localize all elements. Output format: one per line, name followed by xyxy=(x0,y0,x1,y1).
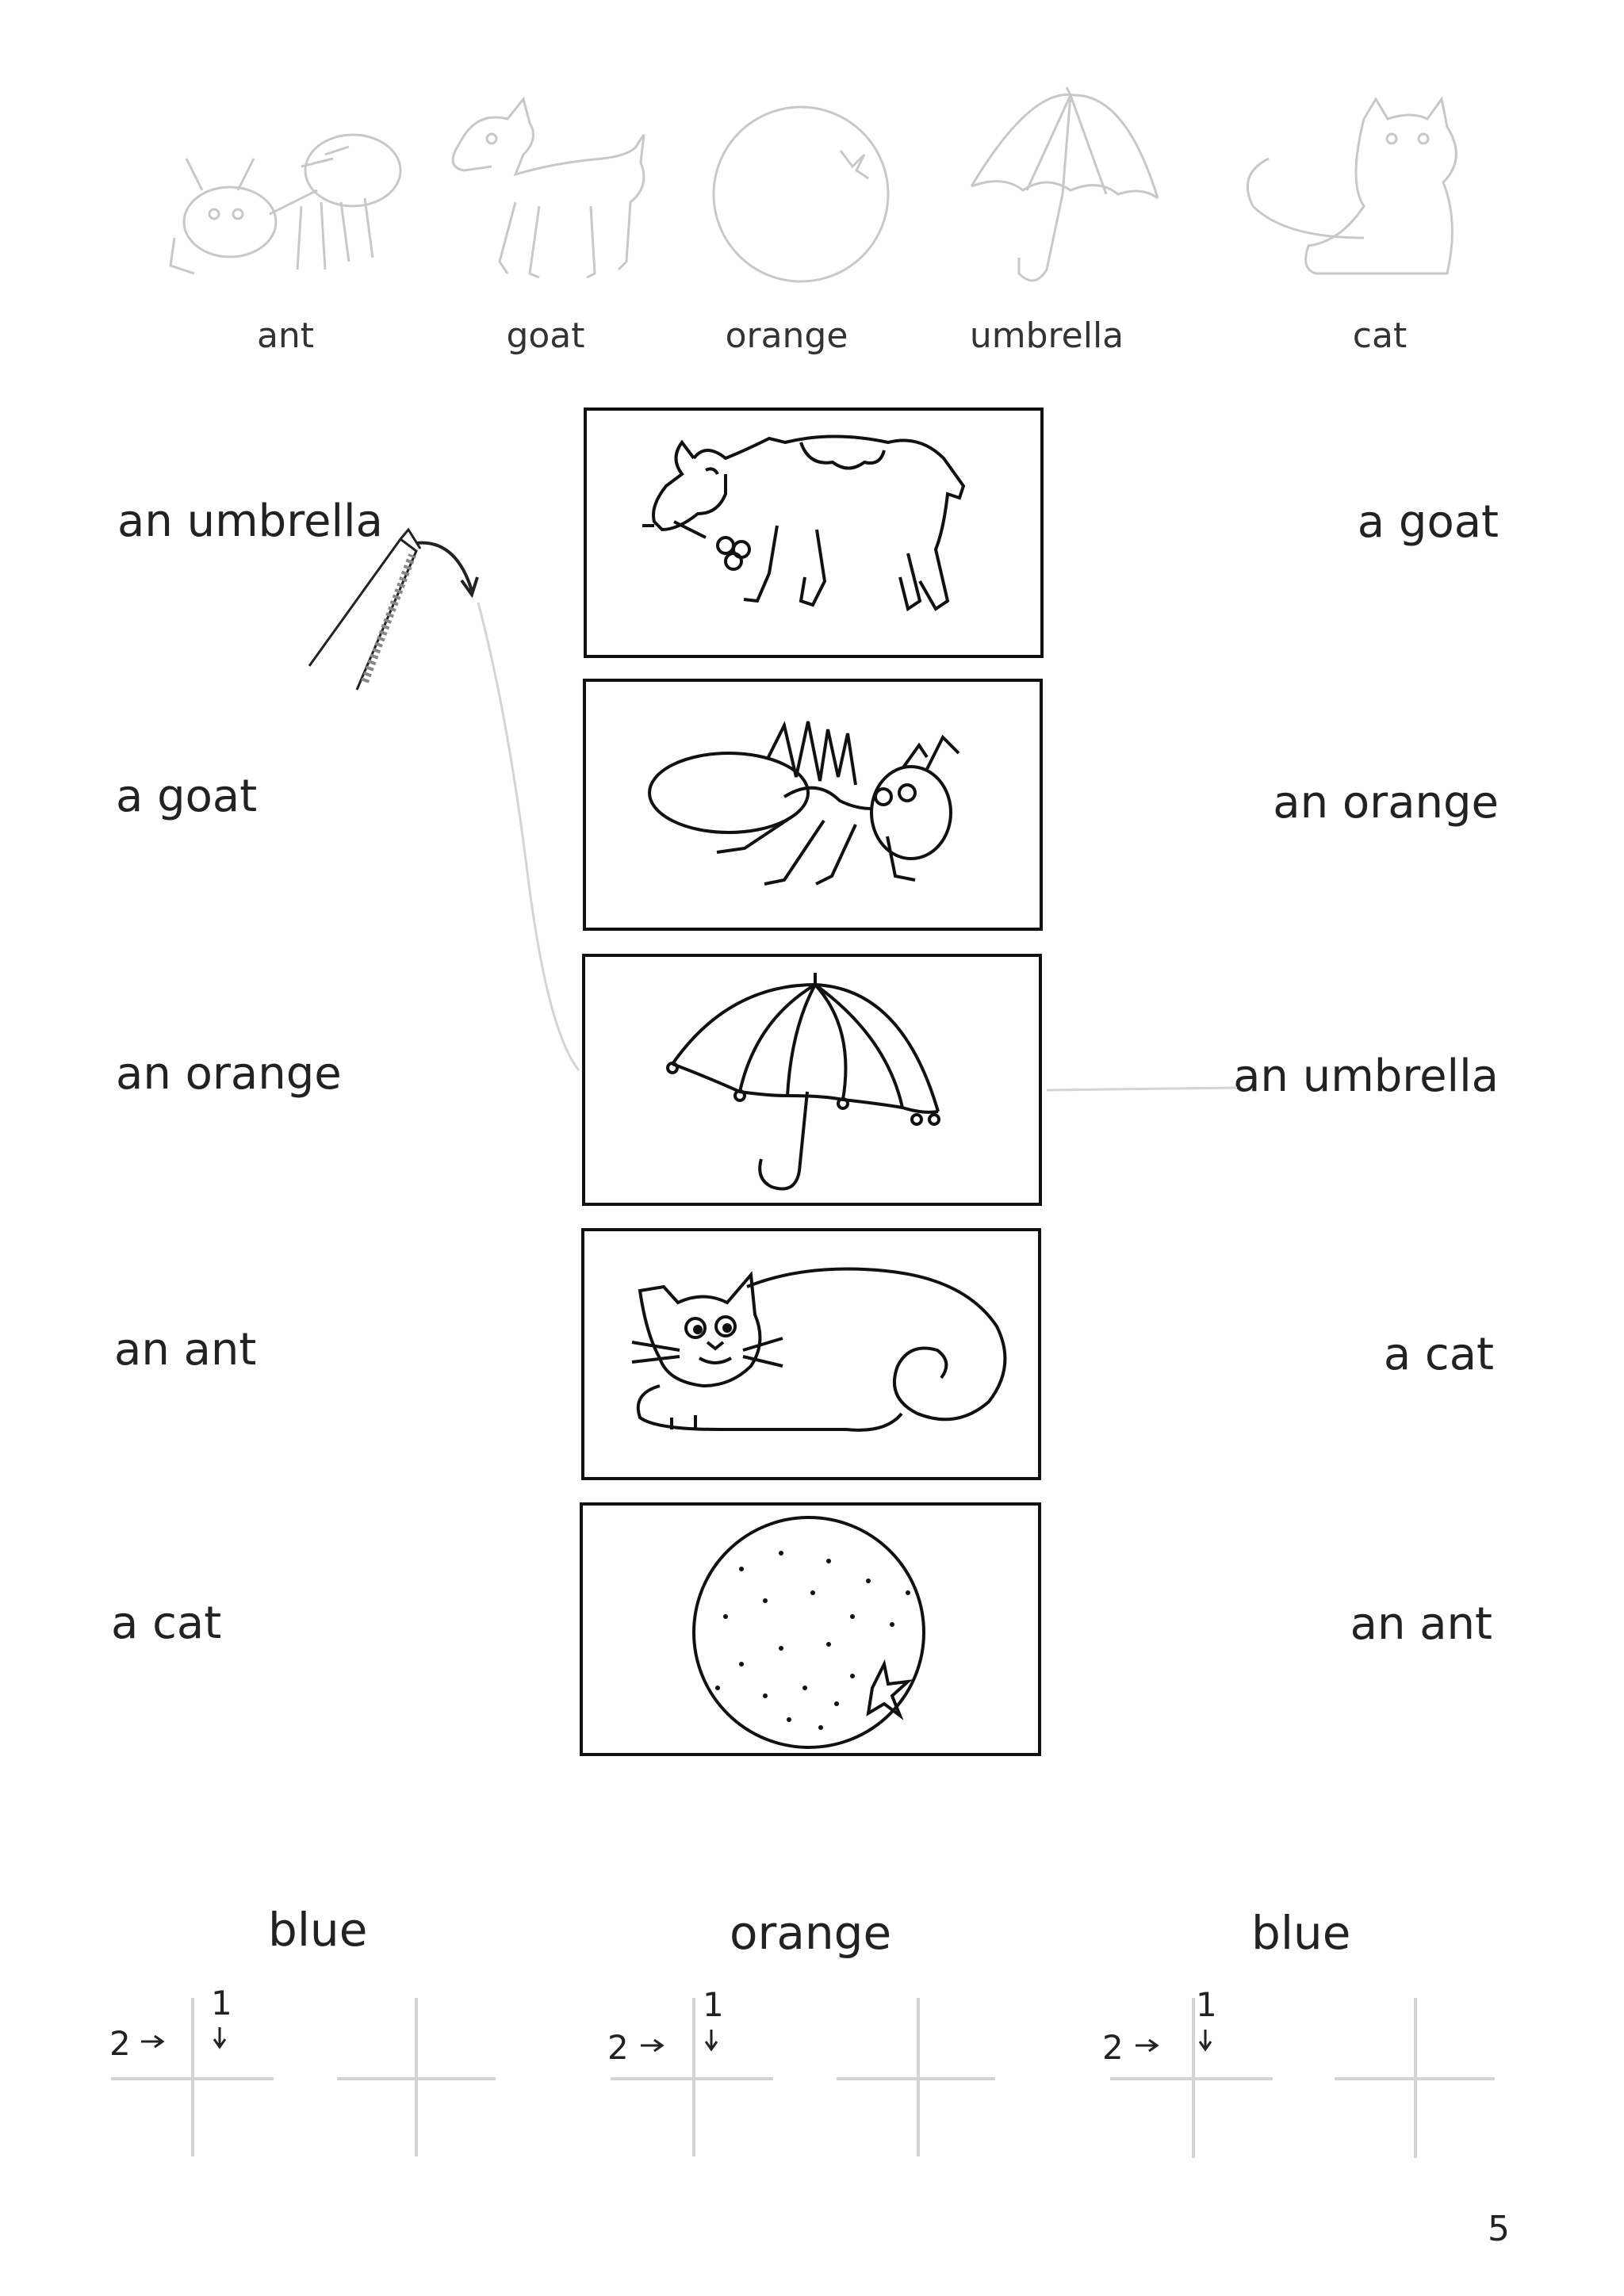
page-number: 5 xyxy=(1488,2209,1510,2249)
stroke-first-3: 1 xyxy=(1196,1985,1217,2024)
right-label-2[interactable]: an orange xyxy=(1273,777,1499,828)
stroke-second-1: 2 xyxy=(109,2024,131,2063)
grid-1b[interactable] xyxy=(337,1998,496,2156)
grid-3b[interactable] xyxy=(1335,1998,1495,2158)
left-label-1[interactable]: an umbrella xyxy=(117,496,383,547)
grid-2b[interactable] xyxy=(837,1998,995,2156)
right-label-5[interactable]: an ant xyxy=(1350,1598,1492,1650)
colour-word-1: blue xyxy=(268,1903,368,1957)
top-word-umbrella: umbrella xyxy=(969,316,1124,356)
stroke-second-2: 2 xyxy=(607,2028,629,2067)
top-word-cat: cat xyxy=(1352,316,1408,356)
right-label-1[interactable]: a goat xyxy=(1357,496,1499,548)
colour-word-3: blue xyxy=(1251,1906,1351,1960)
top-word-orange: orange xyxy=(725,316,848,356)
grid-3a[interactable] xyxy=(1110,1998,1273,2158)
left-label-2[interactable]: a goat xyxy=(116,771,258,822)
right-label-4[interactable]: a cat xyxy=(1383,1329,1494,1380)
left-label-5[interactable]: a cat xyxy=(111,1598,222,1649)
stroke-first-1: 1 xyxy=(211,1984,232,2022)
left-label-4[interactable]: an ant xyxy=(114,1324,257,1376)
stroke-second-3: 2 xyxy=(1102,2028,1124,2067)
grid-2a[interactable] xyxy=(611,1998,773,2156)
stroke-arrows xyxy=(141,2027,1211,2051)
stroke-first-2: 1 xyxy=(703,1985,724,2024)
left-label-3[interactable]: an orange xyxy=(116,1048,342,1100)
right-label-3[interactable]: an umbrella xyxy=(1233,1050,1499,1102)
top-word-ant: ant xyxy=(256,316,315,356)
grid-1a[interactable] xyxy=(111,1998,274,2156)
colour-word-2: orange xyxy=(730,1906,892,1960)
top-word-goat: goat xyxy=(506,316,585,356)
